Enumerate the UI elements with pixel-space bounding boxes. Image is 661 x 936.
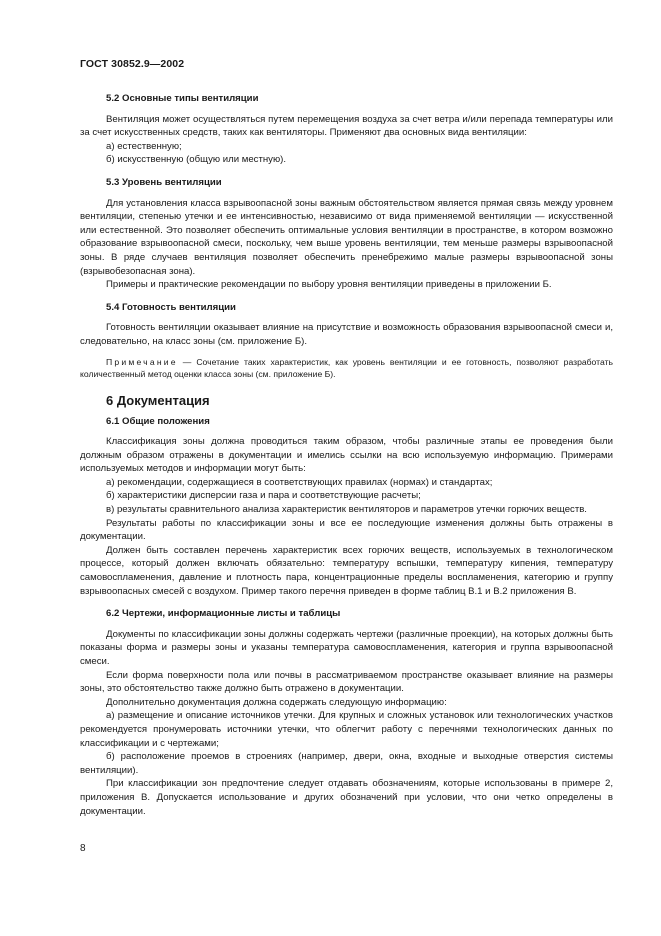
note-text: — Сочетание таких характеристик, как уровень вентиляции и ее готовность, позволяют разработать количественный метод оценки класса зоны (см. приложение Б). <box>80 356 613 379</box>
note <box>80 356 613 380</box>
list-item: б) искусственную (общую или местную). <box>106 154 287 166</box>
list-item: б) расположение проемов в строениях (например, двери, окна, входные и выходные отверстия системы вентиляции). <box>80 751 613 776</box>
list-item: а) размещение и описание источников утечки. Для крупных и сложных установок или технологических участков рекомендуется пронумеровать источники утечки, что облегчит работу с перечнями технологических данных по классификации и с чертежами; <box>80 710 613 749</box>
section-6-title: 6 Документация <box>106 392 210 408</box>
list-item: б) характеристики дисперсии газа и пара и соответствующие расчеты; <box>106 490 421 502</box>
paragraph: Классификация зоны должна проводиться таким образом, чтобы различные этапы ее проведения были должным образом отражены в документации и имелись ссылки на всю используемую информацию. Примерами используемых методов и информации могут быть: <box>80 436 613 475</box>
list-item: а) рекомендации, содержащиеся в соответствующих правилах (нормах) и стандартах; <box>106 476 493 488</box>
paragraph: Должен быть составлен перечень характеристик всех горючих веществ, используемых в технологическом процессе, который должен включать обязательно: температуру вспышки, температуру кипения, температуру самовоспламенения, давление и плотность пара, концентрационные пределы воспламенения, категорию и группу взрывоопасных смесей с воздухом. Пример такого перечня приведен в форме таблиц В.1 и В.2 приложения В. <box>80 544 613 597</box>
paragraph: При классификации зон предпочтение следует отдавать обозначениям, которые использованы в примере 2, приложения В. Допускается использование и других обозначений при условии, что они четко определены в документации. <box>80 778 613 817</box>
list-item: в) результаты сравнительного анализа характеристик вентиляторов и параметров утечки горючих веществ. <box>106 504 587 516</box>
page-number: 8 <box>80 843 86 854</box>
paragraph: Готовность вентиляции оказывает влияние на присутствие и возможность образования взрывоопасной смеси и, следовательно, на класс зоны (см. приложение Б). <box>80 322 613 347</box>
paragraph: Если форма поверхности пола или почвы в рассматриваемом пространстве оказывает влияние на размеры зоны, это обстоятельство также должно быть отражено в документации. <box>80 669 613 695</box>
paragraph: Для установления класса взрывоопасной зоны важным обстоятельством является прямая связь между уровнем вентиляции, степенью утечки и ее интенсивностью, независимо от вида применяемой вентиляции — искусственной или естественной. Это позволяет обеспечить оптимальные условия вентиляции в пространстве, в котором возможно образование взрывоопасной смеси, поскольку, чем выше уровень вентиляции, тем меньше размеры взрывоопасной зоны. В ряде случаев вентиляция позволяет обеспечить пренебрежимо малые размеры взрывоопасной зоны (взрывобезопасная зона). <box>80 197 613 277</box>
paragraph: Дополнительно документация должна содержать следующую информацию: <box>106 696 447 708</box>
section-6-2-title: 6.2 Чертежи, информационные листы и таблицы <box>106 608 341 620</box>
section-5-3-title: 5.3 Уровень вентиляции <box>106 176 222 188</box>
paragraph: Примеры и практические рекомендации по выбору уровня вентиляции приведены в приложении Б. <box>106 279 552 291</box>
paragraph: Документы по классификации зоны должны содержать чертежи (различные проекции), на которых должны быть показаны форма и размеры зоны и указаны температура самовоспламенения, категория и группа взрывоопасной смеси. <box>80 628 613 667</box>
section-5-2-title: 5.2 Основные типы вентиляции <box>106 93 259 104</box>
section-6-1-title: 6.1 Общие положения <box>106 415 210 427</box>
section-5-4-title: 5.4 Готовность вентиляции <box>106 301 236 313</box>
paragraph: Результаты работы по классификации зоны и все ее последующие изменения должны быть отражены в документации. <box>80 517 613 543</box>
list-item: а) естественную; <box>106 140 182 152</box>
page-body <box>80 92 613 818</box>
paragraph: Вентиляция может осуществляться путем перемещения воздуха за счет ветра и/или перепада температуры или за счет искусственных средств, таких как вентиляторы. Применяют два основных вида вентиляции: <box>80 113 613 139</box>
note-label: Примечание <box>106 356 178 367</box>
document-code: ГОСТ 30852.9—2002 <box>80 58 185 70</box>
